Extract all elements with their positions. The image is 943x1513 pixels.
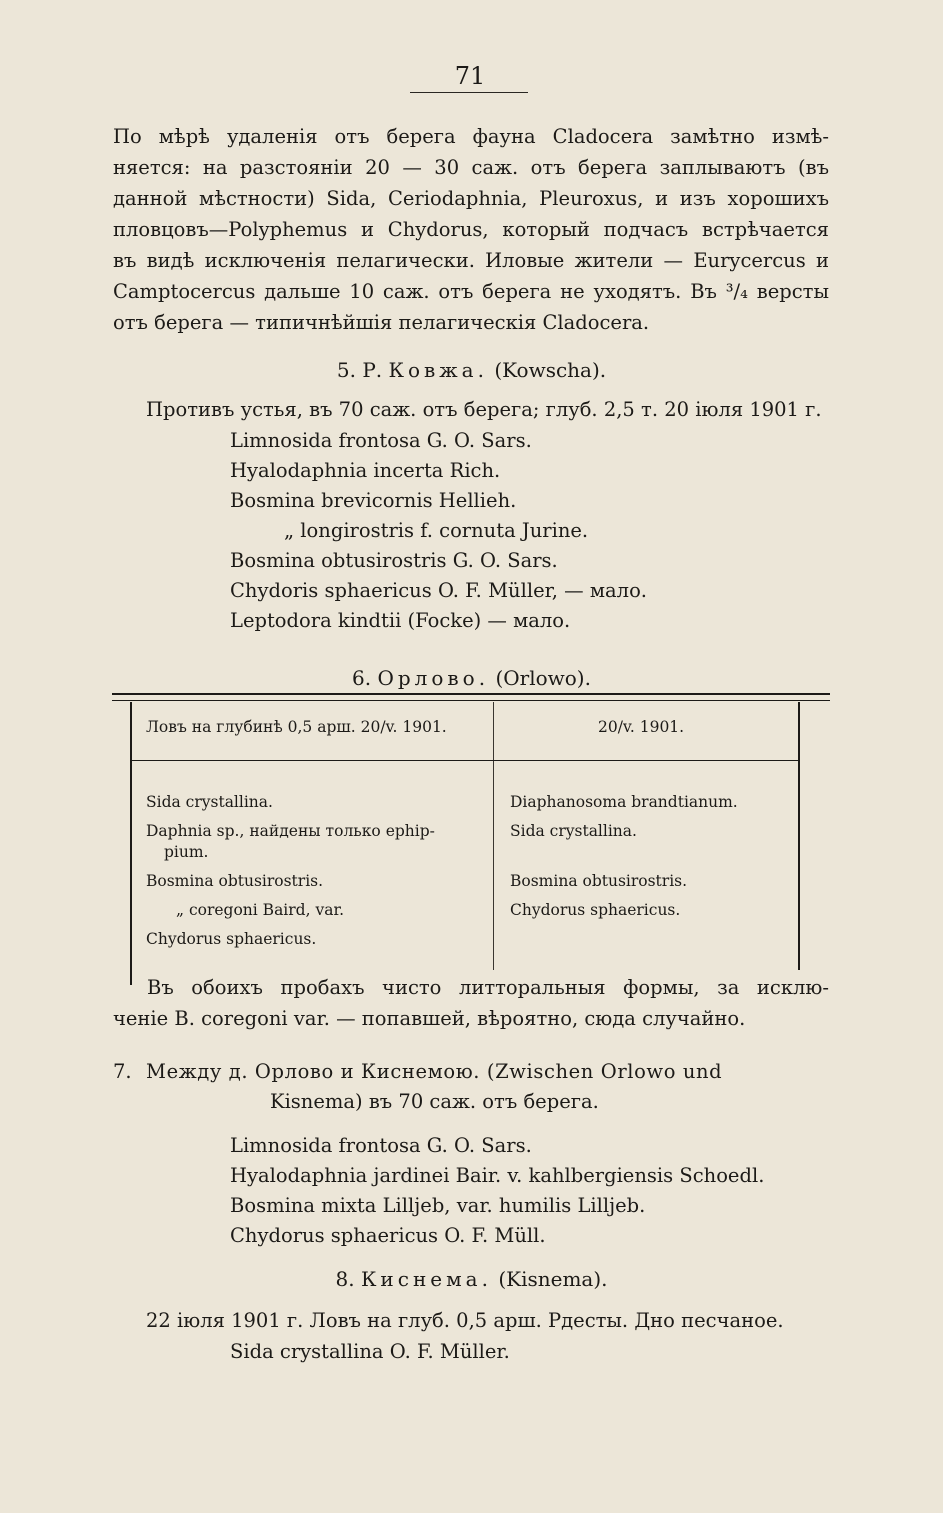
section-number: 5. Р. bbox=[336, 358, 383, 382]
species-item: Bosmina mixta Lilljeb, var. humilis Lilljeb. bbox=[230, 1194, 646, 1217]
table-header-separator bbox=[130, 760, 798, 761]
table-header-right: 20/v. 1901. bbox=[598, 718, 685, 736]
table-cell: Sida crystallina. bbox=[510, 822, 637, 840]
section-name: Ковжа. bbox=[388, 358, 488, 382]
section-number: 8. bbox=[335, 1267, 355, 1291]
table-cell: Diaphanosoma brandtianum. bbox=[510, 793, 738, 811]
section-7-number: 7. bbox=[113, 1060, 132, 1083]
table-right-column bbox=[510, 792, 790, 929]
table-right-border bbox=[798, 702, 800, 970]
table-cell: Chydorus sphaericus. bbox=[146, 930, 317, 948]
table-column-divider bbox=[493, 702, 494, 970]
table-left-column bbox=[146, 792, 486, 958]
section-7-title: Между д. Орлово и Киснемою. (Zwischen Orlowo und bbox=[146, 1060, 723, 1083]
text-line: По мѣрѣ удаленія отъ берега фауна Cladocera замѣтно измѣ- bbox=[113, 125, 829, 148]
text-line: Въ обоихъ пробахъ чисто литторальныя формы, за исклю- bbox=[147, 976, 829, 999]
section-7-species-list bbox=[230, 1131, 764, 1251]
species-item: Limnosida frontosa G. O. Sars. bbox=[230, 1134, 532, 1157]
table-cell: Bosmina obtusirostris. bbox=[146, 872, 324, 890]
section-5-species-list bbox=[230, 426, 647, 636]
species-item: Hyalodaphnia jardinei Bair. v. kahlbergiensis Schoedl. bbox=[230, 1164, 765, 1187]
section-8-info: 22 іюля 1901 г. Ловъ на глуб. 0,5 арш. Рдесты. Дно песчаное. bbox=[146, 1309, 784, 1332]
table-cell: Sida crystallina. bbox=[146, 793, 273, 811]
section-latin-name: (Kisnema). bbox=[498, 1267, 608, 1291]
species-item: Chydorus sphaericus O. F. Müll. bbox=[230, 1224, 546, 1247]
section-6-note bbox=[113, 972, 829, 1034]
section-5-info: Противъ устья, въ 70 саж. отъ берега; глуб. 2,5 т. 20 іюля 1901 г. bbox=[146, 398, 822, 421]
section-latin-name: (Orlowo). bbox=[495, 666, 591, 690]
section-7-title-cont: Kisnema) въ 70 саж. отъ берега. bbox=[270, 1090, 599, 1113]
table-top-rule bbox=[112, 693, 830, 695]
section-number: 6. bbox=[352, 666, 372, 690]
text-line: няется: на разстояніи 20 — 30 саж. отъ берега заплываютъ (въ bbox=[113, 156, 829, 179]
page-number: 71 bbox=[454, 62, 486, 90]
species-item: Chydoris sphaericus O. F. Müller, — мало. bbox=[230, 579, 648, 602]
species-item: „ longirostris f. cornuta Jurine. bbox=[284, 519, 589, 542]
text-line: пловцовъ—Polyphemus и Chydorus, который подчасъ встрѣчается bbox=[113, 218, 829, 241]
species-item: Sida crystallina O. F. Müller. bbox=[230, 1340, 510, 1363]
intro-paragraph bbox=[113, 121, 829, 338]
table-cell: Bosmina obtusirostris. bbox=[510, 872, 688, 890]
section-8-heading bbox=[0, 1267, 943, 1291]
table-cell: pium. bbox=[164, 843, 209, 861]
text-line: отъ берега — типичнѣйшія пелагическія Cladocera. bbox=[113, 311, 650, 334]
text-line: въ видѣ исключенія пелагически. Иловые жители — Eurycercus и bbox=[113, 249, 829, 272]
section-6-heading bbox=[0, 666, 943, 690]
table-top-rule-thin bbox=[112, 700, 830, 701]
table-cell: Daphnia sp., найдены только ephip- bbox=[146, 822, 435, 840]
table-header-left: Ловъ на глубинѣ 0,5 арш. 20/v. 1901. bbox=[146, 718, 447, 736]
species-item: Bosmina brevicornis Hellieh. bbox=[230, 489, 517, 512]
species-item: Bosmina obtusirostris G. O. Sars. bbox=[230, 549, 558, 572]
table-left-border bbox=[130, 702, 132, 985]
section-name: Орлово. bbox=[377, 666, 490, 690]
section-5-heading bbox=[0, 358, 943, 382]
page-number-rule bbox=[410, 92, 528, 93]
table-cell: „ coregoni Baird, var. bbox=[176, 901, 345, 919]
text-line: данной мѣстности) Sida, Ceriodaphnia, Pleuroxus, и изъ хорошихъ bbox=[113, 187, 829, 210]
text-line: ченіе B. coregoni var. — попавшей, вѣроятно, сюда случайно. bbox=[113, 1007, 746, 1030]
section-latin-name: (Kowscha). bbox=[494, 358, 607, 382]
text-line: Camptocercus дальше 10 саж. отъ берега не уходятъ. Въ ³/₄ версты bbox=[113, 280, 829, 303]
species-item: Hyalodaphnia incerta Rich. bbox=[230, 459, 501, 482]
section-name: Киснема. bbox=[360, 1267, 492, 1291]
species-item: Limnosida frontosa G. O. Sars. bbox=[230, 429, 532, 452]
table-cell: Chydorus sphaericus. bbox=[510, 901, 681, 919]
species-item: Leptodora kindtii (Focke) — мало. bbox=[230, 609, 571, 632]
